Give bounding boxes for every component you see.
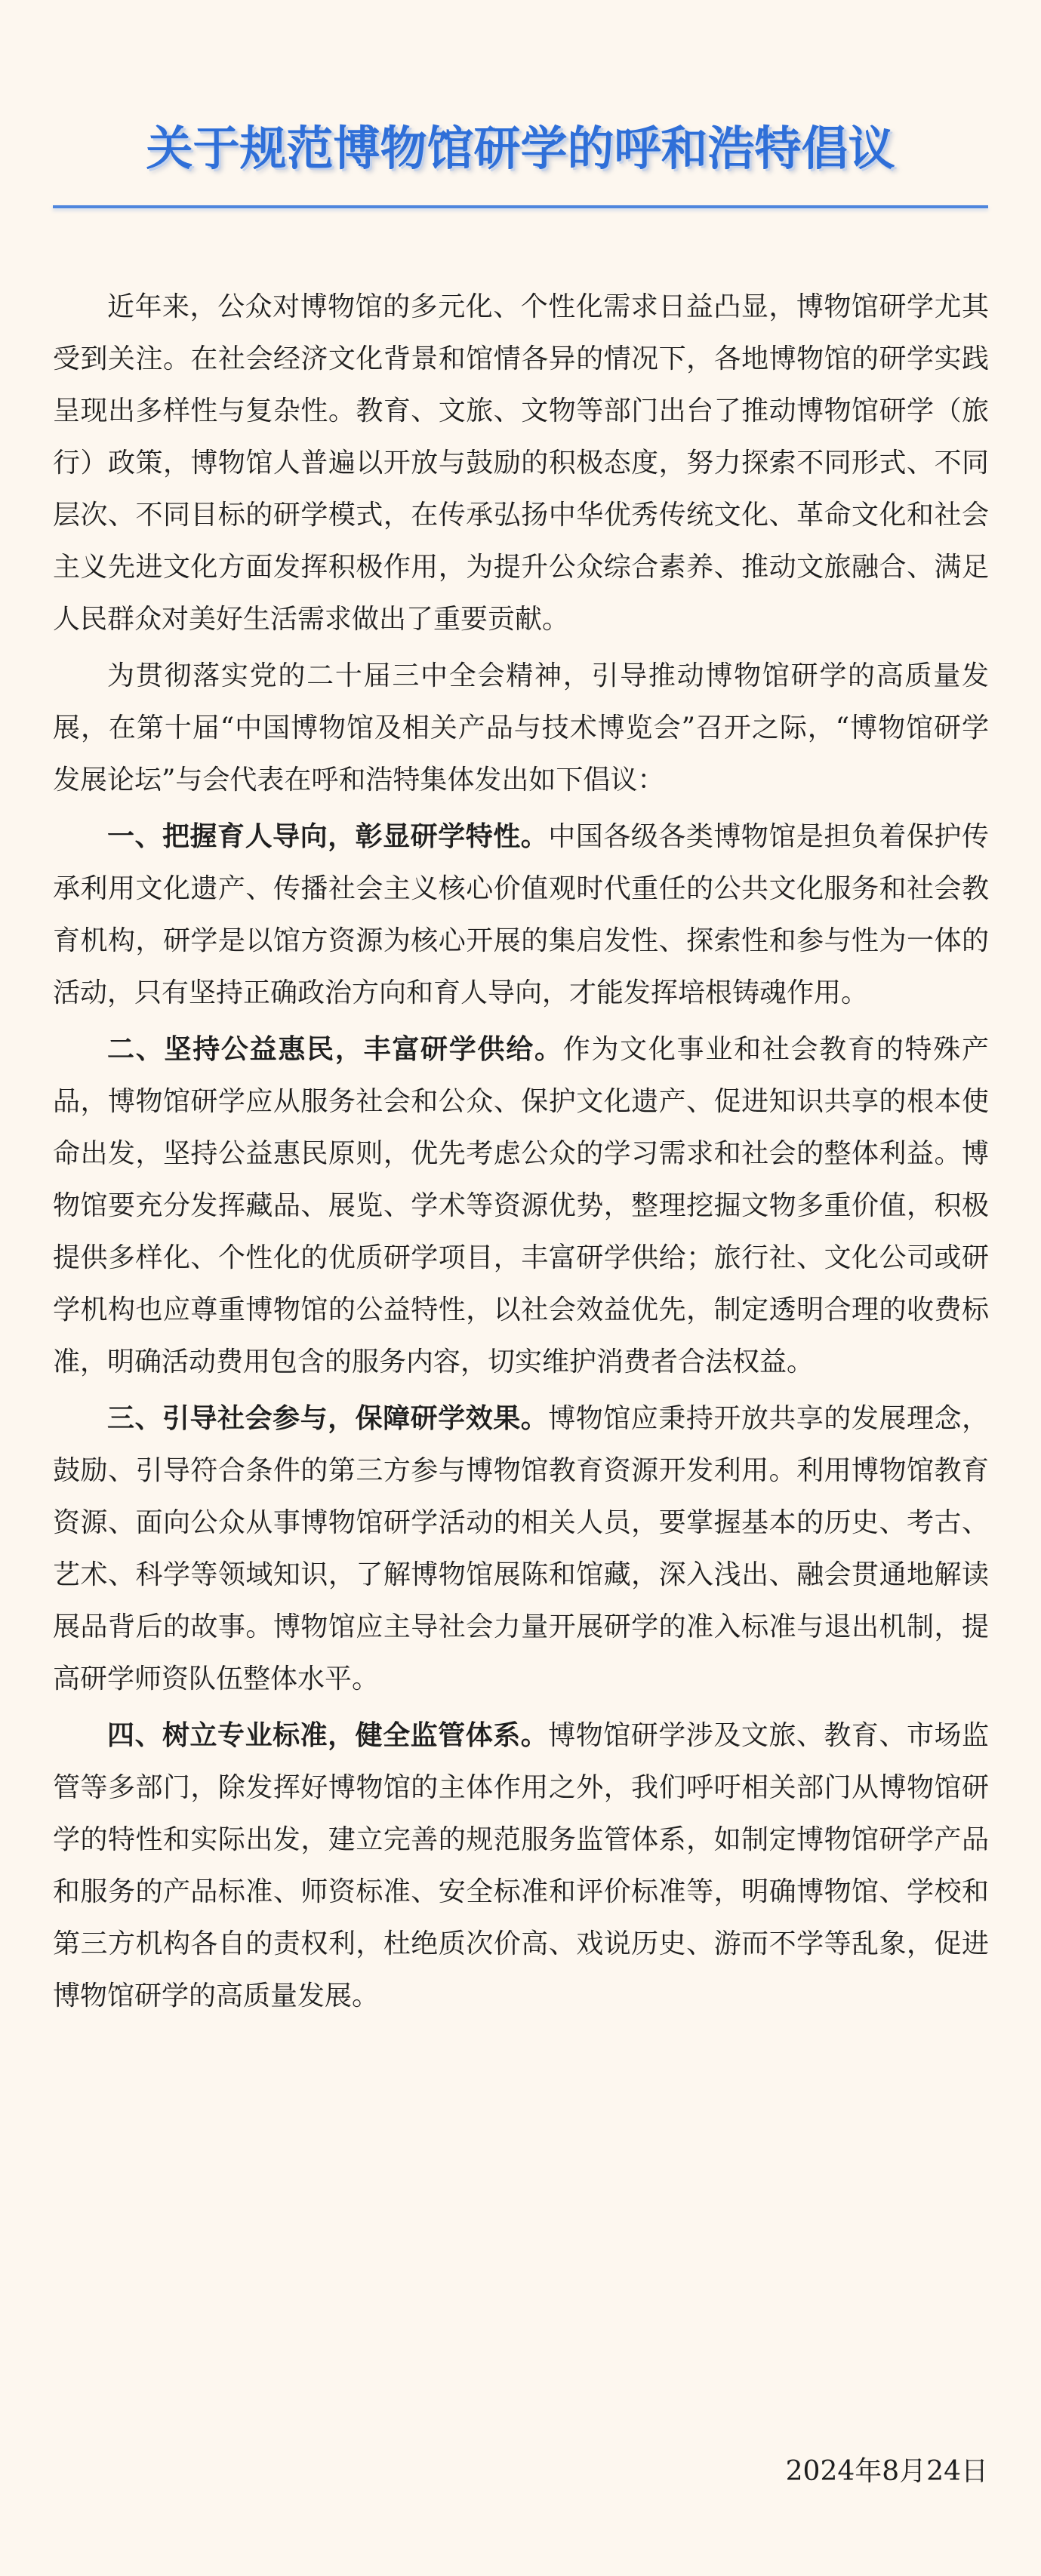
paragraph-purpose [53,650,989,806]
paragraph-initiative-3 [53,1393,989,1705]
paragraph-initiative-4 [53,1710,989,2022]
paragraph-initiative-2 [53,1023,989,1388]
initiative-heading: 一、把握育人导向，彰显研学特性。 [107,820,549,852]
document-body [53,281,989,2022]
paragraph-initiative-1 [53,811,989,1019]
paragraph-text: 博物馆应秉持开放共享的发展理念，鼓励、引导符合条件的第三方参与博物馆教育资源开发利用。利用博物馆教育资源、面向公众从事博物馆研学活动的相关人员，要掌握基本的历史、考古、艺术、科学等领域知识，了解博物馆展陈和馆藏，深入浅出、融会贯通地解读展品背后的故事。博物馆应主导社会力量开展研学的准入标准与退出机制，提高研学师资队伍整体水平。 [53,1403,989,1694]
paragraph-text: 中国各级各类博物馆是担负着保护传承利用文化遗产、传播社会主义核心价值观时代重任的公共文化服务和社会教育机构，研学是以馆方资源为核心开展的集启发性、探索性和参与性为一体的活动，只有坚持正确政治方向和育人导向，才能发挥培根铸魂作用。 [53,821,989,1008]
initiative-heading: 二、坚持公益惠民，丰富研学供给。 [107,1033,563,1065]
title-area [0,89,1041,208]
document-date: 2024年8月24日 [785,2456,988,2487]
paragraph-text: 作为文化事业和社会教育的特殊产品，博物馆研学应从服务社会和公众、保护文化遗产、促进知识共享的根本使命出发，坚持公益惠民原则，优先考虑公众的学习需求和社会的整体利益。博物馆要充分发挥藏品、展览、学术等资源优势，整理挖掘文物多重价值，积极提供多样化、个性化的优质研学项目，丰富研学供给；旅行社、文化公司或研学机构也应尊重博物馆的公益特性，以社会效益优先，制定透明合理的收费标准，明确活动费用包含的服务内容，切实维护消费者合法权益。 [53,1034,989,1377]
paragraph-text: 为贯彻落实党的二十届三中全会精神，引导推动博物馆研学的高质量发展，在第十届“中国博物馆及相关产品与技术博览会”召开之际，“博物馆研学发展论坛”与会代表在呼和浩特集体发出如下倡议： [53,660,989,796]
initiative-heading: 三、引导社会参与，保障研学效果。 [107,1402,549,1434]
paragraph-text: 近年来，公众对博物馆的多元化、个性化需求日益凸显，博物馆研学尤其受到关注。在社会经济文化背景和馆情各异的情况下，各地博物馆的研学实践呈现出多样性与复杂性。教育、文旅、文物等部门出台了推动博物馆研学（旅行）政策，博物馆人普遍以开放与鼓励的积极态度，努力探索不同形式、不同层次、不同目标的研学模式，在传承弘扬中华优秀传统文化、革命文化和社会主义先进文化方面发挥积极作用，为提升公众综合素养、推动文旅融合、满足人民群众对美好生活需求做出了重要贡献。 [53,291,989,635]
initiative-heading: 四、树立专业标准，健全监管体系。 [107,1719,549,1751]
paragraph-text: 博物馆研学涉及文旅、教育、市场监管等多部门，除发挥好博物馆的主体作用之外，我们呼吁相关部门从博物馆研学的特性和实际出发，建立完善的规范服务监管体系，如制定博物馆研学产品和服务的产品标准、师资标准、安全标准和评价标准等，明确博物馆、学校和第三方机构各自的责权利，杜绝质次价高、戏说历史、游而不学等乱象，促进博物馆研学的高质量发展。 [53,1720,989,2011]
title-divider [53,205,988,208]
document-title: 关于规范博物馆研学的呼和浩特倡议 [146,120,895,176]
paragraph-intro [53,281,989,645]
